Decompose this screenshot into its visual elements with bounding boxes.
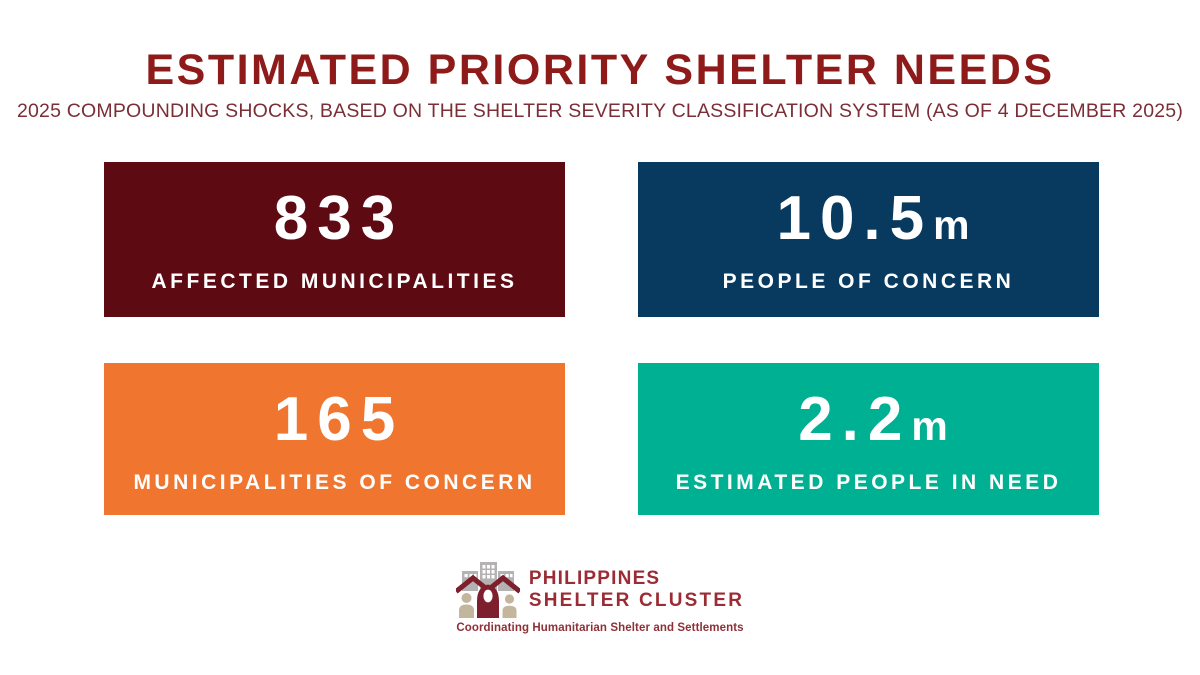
stat-number: 165 <box>273 385 405 454</box>
stat-card-people-of-concern <box>638 162 1099 317</box>
stat-number: 2.2 <box>798 385 912 454</box>
stat-value <box>265 385 405 454</box>
stat-label: MUNICIPALITIES OF CONCERN <box>133 471 536 494</box>
stat-card-estimated-people-in-need <box>638 363 1099 515</box>
logo-top-row <box>456 561 744 619</box>
stat-value <box>767 184 970 253</box>
stat-value <box>789 385 948 454</box>
stat-suffix: m <box>911 403 948 449</box>
stat-label: ESTIMATED PEOPLE IN NEED <box>675 471 1062 494</box>
logo-tagline: Coordinating Humanitarian Shelter and Settlements <box>456 622 744 634</box>
page-title: ESTIMATED PRIORITY SHELTER NEEDS <box>145 46 1055 94</box>
stat-card-affected-municipalities <box>104 162 565 317</box>
logo-name-block <box>529 568 744 612</box>
stat-value <box>265 184 405 253</box>
stat-label: PEOPLE OF CONCERN <box>722 270 1015 293</box>
stat-suffix: m <box>933 202 970 248</box>
page-subtitle: 2025 COMPOUNDING SHOCKS, BASED ON THE SHELTER SEVERITY CLASSIFICATION SYSTEM (AS OF 4 DECEMBER 2025) <box>16 100 1184 122</box>
stat-label: AFFECTED MUNICIPALITIES <box>151 270 518 293</box>
logo-org-name-line1: PHILIPPINES <box>528 568 661 590</box>
shelter-cluster-logo <box>0 561 1200 634</box>
stat-number: 10.5 <box>776 184 934 253</box>
stat-card-municipalities-of-concern <box>104 363 565 515</box>
stat-number: 833 <box>273 184 405 253</box>
logo-org-name-line2: SHELTER CLUSTER <box>528 590 745 611</box>
shelter-cluster-icon <box>456 561 520 619</box>
